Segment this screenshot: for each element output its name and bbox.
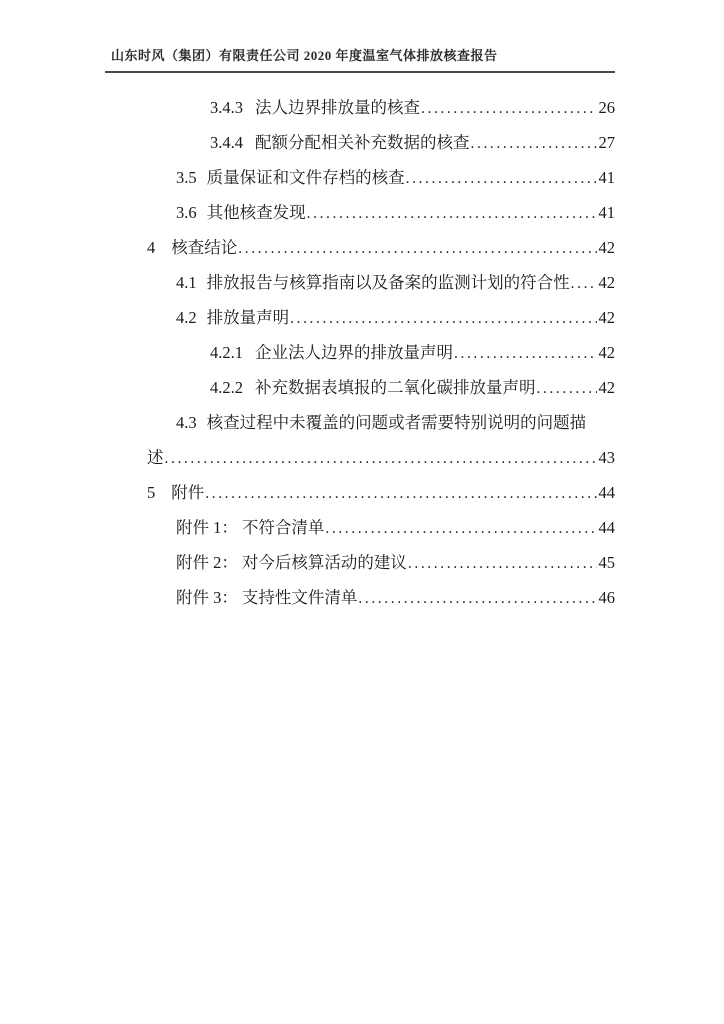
toc-page-number: 41 bbox=[598, 203, 615, 222]
toc-page-number: 42 bbox=[598, 238, 615, 257]
toc-label: 法人边界排放量的核查 bbox=[255, 98, 420, 117]
toc-number: 3.4.3 bbox=[210, 98, 243, 117]
toc-label: 述 bbox=[147, 448, 164, 467]
toc-number: 附件 3： bbox=[176, 588, 238, 607]
toc-entry-4-1 bbox=[105, 265, 615, 300]
toc-label: 其他核查发现 bbox=[206, 203, 306, 222]
running-header: 山东时风（集团）有限责任公司 2020 年度温室气体排放核查报告 bbox=[105, 45, 615, 73]
toc-entry-4-2-2 bbox=[105, 370, 615, 405]
toc-number: 4.1 bbox=[176, 273, 197, 292]
toc-entry-4-3-line2 bbox=[105, 440, 615, 475]
dot-leader bbox=[537, 370, 597, 406]
toc-entry-4-2-1 bbox=[105, 335, 615, 370]
toc-entry-3-6 bbox=[105, 195, 615, 230]
toc-page-number: 44 bbox=[598, 518, 615, 537]
toc-number: 4.2.2 bbox=[210, 378, 243, 397]
toc-number: 3.6 bbox=[176, 203, 197, 222]
toc-entry-4 bbox=[105, 230, 615, 265]
toc-label: 补充数据表填报的二氧化碳排放量声明 bbox=[255, 378, 536, 397]
toc-label: 排放报告与核算指南以及备案的监测计划的符合性 bbox=[206, 273, 570, 292]
toc-number: 3.5 bbox=[176, 168, 197, 187]
toc-entry-4-3-line1 bbox=[105, 405, 615, 440]
dot-leader bbox=[406, 160, 597, 196]
toc-label: 核查结论 bbox=[171, 238, 238, 257]
toc-page-number: 41 bbox=[598, 168, 615, 187]
toc-page-number: 43 bbox=[598, 448, 615, 467]
toc-page-number: 26 bbox=[598, 98, 615, 117]
toc-number: 5 bbox=[147, 483, 156, 502]
toc-entry-3-5 bbox=[105, 160, 615, 195]
toc-label: 附件 bbox=[171, 483, 205, 502]
toc-page-number: 42 bbox=[598, 273, 615, 292]
toc-page-number: 46 bbox=[598, 588, 615, 607]
toc-page-number: 44 bbox=[598, 483, 615, 502]
toc-entry-appendix-3 bbox=[105, 580, 615, 615]
toc-page-number: 27 bbox=[598, 133, 615, 152]
toc-entry-4-2 bbox=[105, 300, 615, 335]
dot-leader bbox=[454, 335, 597, 371]
table-of-contents bbox=[105, 90, 615, 615]
toc-entry-3-4-4 bbox=[105, 125, 615, 160]
dot-leader bbox=[471, 125, 597, 161]
toc-number: 附件 1： bbox=[176, 518, 238, 537]
dot-leader bbox=[238, 230, 596, 266]
toc-page-number: 45 bbox=[598, 553, 615, 572]
toc-label: 对今后核算活动的建议 bbox=[241, 553, 407, 572]
toc-number: 3.4.4 bbox=[210, 133, 243, 152]
toc-label: 企业法人边界的排放量声明 bbox=[255, 343, 453, 362]
page-content bbox=[105, 45, 615, 615]
toc-label: 不符合清单 bbox=[241, 518, 325, 537]
toc-page-number: 42 bbox=[598, 308, 615, 327]
dot-leader bbox=[408, 545, 597, 581]
toc-label: 质量保证和文件存档的核查 bbox=[206, 168, 405, 187]
toc-label: 支持性文件清单 bbox=[241, 588, 358, 607]
dot-leader bbox=[307, 195, 597, 231]
dot-leader bbox=[290, 300, 596, 336]
toc-number: 4 bbox=[147, 238, 156, 257]
toc-label: 排放量声明 bbox=[206, 308, 290, 327]
dot-leader bbox=[571, 265, 597, 301]
dot-leader bbox=[165, 440, 597, 476]
toc-number: 附件 2： bbox=[176, 553, 238, 572]
toc-entry-3-4-3 bbox=[105, 90, 615, 125]
dot-leader bbox=[358, 580, 596, 616]
toc-entry-5 bbox=[105, 475, 615, 510]
toc-entry-appendix-1 bbox=[105, 510, 615, 545]
toc-page-number: 42 bbox=[598, 343, 615, 362]
toc-number: 4.2 bbox=[176, 308, 197, 327]
toc-number: 4.3 bbox=[176, 413, 197, 432]
toc-page-number: 42 bbox=[598, 378, 615, 397]
toc-label: 配额分配相关补充数据的核查 bbox=[255, 133, 470, 152]
toc-entry-appendix-2 bbox=[105, 545, 615, 580]
dot-leader bbox=[325, 510, 596, 546]
toc-label: 核查过程中未覆盖的问题或者需要特别说明的问题描 bbox=[206, 413, 587, 432]
dot-leader bbox=[421, 90, 597, 126]
toc-number: 4.2.1 bbox=[210, 343, 243, 362]
dot-leader bbox=[205, 475, 596, 511]
